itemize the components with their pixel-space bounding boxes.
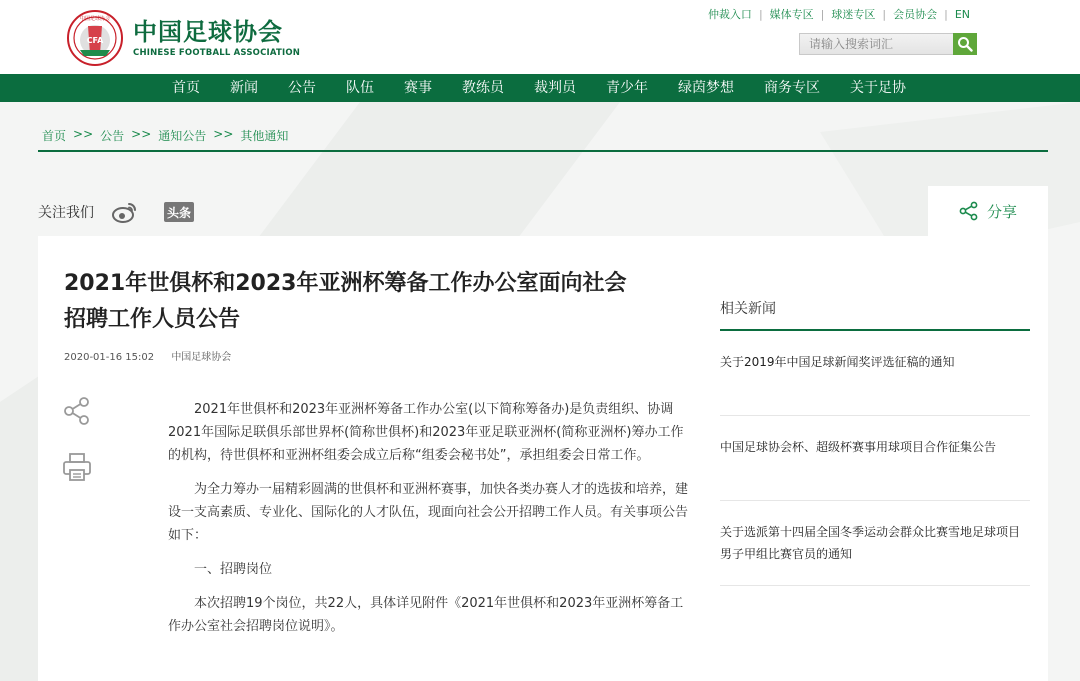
article-date: 2020-01-16 15:02 bbox=[64, 352, 155, 363]
breadcrumb-separator: >> bbox=[73, 127, 94, 141]
nav-item-business[interactable]: 商务专区 bbox=[764, 80, 820, 96]
top-link-arbitration[interactable]: 仲裁入口 bbox=[707, 8, 752, 21]
top-link-media[interactable]: 媒体专区 bbox=[769, 8, 814, 21]
main-nav bbox=[0, 74, 1080, 102]
follow-us bbox=[38, 201, 194, 223]
related-news-item[interactable]: 关于2019年中国足球新闻奖评选征稿的通知 bbox=[720, 331, 1030, 416]
nav-item-news[interactable]: 新闻 bbox=[230, 80, 258, 96]
article-section-heading: 一、招聘岗位 bbox=[194, 562, 273, 577]
toutiao-icon[interactable] bbox=[164, 202, 194, 222]
header bbox=[0, 0, 1080, 74]
breadcrumb-divider bbox=[38, 150, 1048, 152]
related-news bbox=[720, 298, 1030, 586]
nav-items bbox=[172, 74, 936, 102]
divider: | bbox=[944, 7, 948, 21]
breadcrumb-announcements[interactable]: 通知公告 bbox=[158, 129, 207, 143]
breadcrumb bbox=[42, 127, 288, 144]
nav-item-notices[interactable]: 公告 bbox=[288, 80, 316, 96]
logo-subtitle: CHINESE FOOTBALL ASSOCIATION bbox=[133, 48, 301, 58]
share-icon bbox=[959, 201, 979, 221]
follow-us-label: 关注我们 bbox=[38, 205, 94, 221]
badge-text: CFA bbox=[86, 36, 104, 45]
breadcrumb-separator: >> bbox=[213, 127, 234, 141]
share-icon[interactable] bbox=[62, 396, 92, 426]
article-source: 中国足球协会 bbox=[171, 352, 232, 363]
divider: | bbox=[820, 7, 825, 21]
top-link-members[interactable]: 会员协会 bbox=[893, 8, 938, 21]
article-paragraph: 为全力筹办一届精彩圆满的世俱杯和亚洲杯赛事，加快各类办赛人才的选拔和培养，建设一支高素质、专业化、国际化的人才队伍，现面向社会公开招聘工作人员。有关事项公告如下： bbox=[168, 482, 689, 543]
article-title-line: 招聘工作人员公告 bbox=[64, 307, 241, 332]
weibo-icon[interactable] bbox=[112, 201, 138, 223]
related-news-item[interactable]: 关于选派第十四届全国冬季运动会群众比赛雪地足球项目男子甲组比赛官员的通知 bbox=[720, 501, 1030, 586]
article-paragraph: 2021年世俱杯和2023年亚洲杯筹备工作办公室(以下简称筹备办)是负责组织、协调2021年国际足联俱乐部世界杯(简称世俱杯)和2023年亚足联亚洲杯(简称亚洲杯)筹办工作的机构，待世俱杯和亚洲杯组委会成立后称“组委会秘书处”，承担组委会日常工作。 bbox=[168, 402, 684, 463]
print-icon[interactable] bbox=[62, 452, 92, 482]
logo-title: 中国足球协会 bbox=[133, 18, 283, 46]
article-body bbox=[168, 398, 693, 649]
toutiao-text: 头条 bbox=[166, 206, 192, 220]
article-title bbox=[64, 266, 704, 338]
search-button[interactable] bbox=[953, 33, 977, 55]
share-button[interactable] bbox=[928, 186, 1048, 236]
top-link-english[interactable]: EN bbox=[954, 7, 970, 21]
search-box bbox=[799, 33, 977, 55]
breadcrumb-other-notices[interactable]: 其他通知 bbox=[240, 129, 289, 143]
logo-text bbox=[133, 18, 300, 58]
nav-item-coaches[interactable]: 教练员 bbox=[462, 80, 504, 96]
search-icon bbox=[957, 36, 973, 52]
nav-item-teams[interactable]: 队伍 bbox=[346, 80, 374, 96]
article-tools bbox=[62, 396, 92, 508]
article-paragraph: 本次招聘19个岗位，共22人，具体详见附件《2021年世俱杯和2023年亚洲杯筹备工作办公室社会招聘岗位说明》。 bbox=[168, 596, 684, 634]
search-input[interactable] bbox=[799, 33, 953, 55]
divider: | bbox=[758, 7, 763, 21]
nav-item-about[interactable]: 关于足协 bbox=[850, 80, 906, 96]
badge-ring-text: 中国足球协会 bbox=[79, 16, 111, 22]
breadcrumb-home[interactable]: 首页 bbox=[42, 129, 67, 143]
related-news-title: 相关新闻 bbox=[720, 298, 1030, 331]
share-label: 分享 bbox=[986, 202, 1017, 221]
nav-item-competitions[interactable]: 赛事 bbox=[404, 80, 432, 96]
nav-item-youth[interactable]: 青少年 bbox=[606, 80, 648, 96]
breadcrumb-separator: >> bbox=[131, 127, 152, 141]
nav-item-home[interactable]: 首页 bbox=[172, 80, 200, 96]
top-link-fans[interactable]: 球迷专区 bbox=[831, 8, 876, 21]
article-meta bbox=[64, 348, 231, 363]
related-news-item[interactable]: 中国足球协会杯、超级杯赛事用球项目合作征集公告 bbox=[720, 416, 1030, 501]
top-links bbox=[708, 6, 970, 22]
article-title-line: 2021年世俱杯和2023年亚洲杯筹备工作办公室面向社会 bbox=[64, 271, 627, 296]
nav-item-green-dream[interactable]: 绿茵梦想 bbox=[678, 80, 734, 96]
divider: | bbox=[882, 7, 887, 21]
site-logo[interactable] bbox=[66, 10, 300, 66]
cfa-badge-icon bbox=[66, 10, 124, 66]
nav-item-referees[interactable]: 裁判员 bbox=[534, 80, 576, 96]
breadcrumb-notices[interactable]: 公告 bbox=[100, 129, 125, 143]
